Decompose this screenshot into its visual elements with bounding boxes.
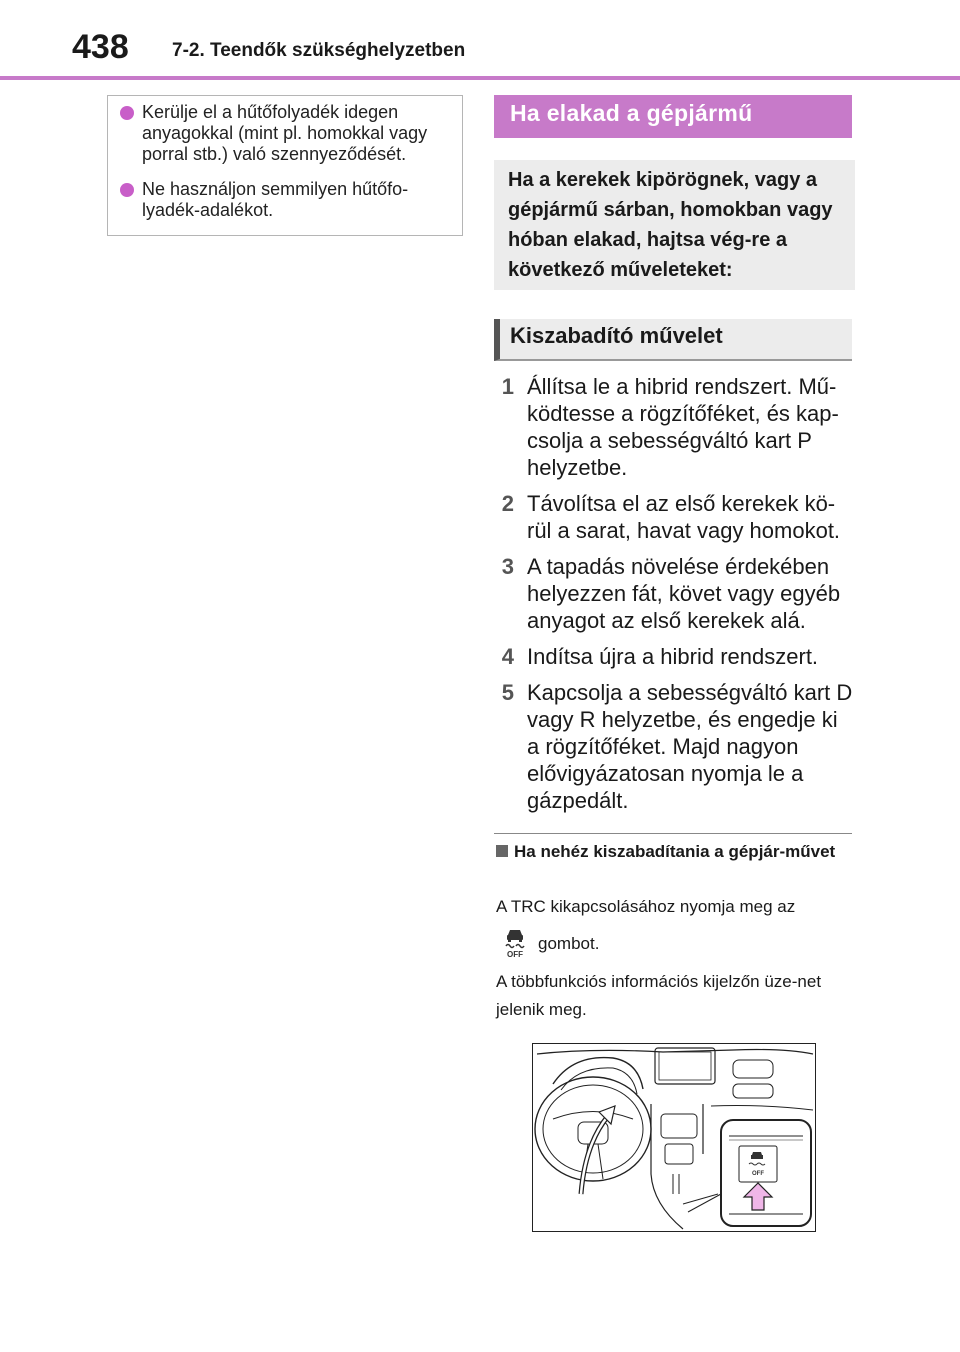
trc-off-label: OFF (752, 1171, 764, 1177)
note-text: Kerülje el a hűtőfolyadék idegen anyagokkal (mint pl. homokkal vagy porral stb.) való szennyeződését. (142, 102, 428, 164)
step-text: Állítsa le a hibrid rendszert. Mű-ködtesse a rögzítőféket, és kap-csolja a sebességváltó kart P helyzetbe. (527, 374, 839, 480)
step-text: Indítsa újra a hibrid rendszert. (527, 644, 819, 669)
hint-text-1: A TRC kikapcsolásához nyomja meg az (496, 897, 796, 916)
step-number: 1 (501, 374, 514, 399)
dashboard-drawing (533, 1044, 815, 1231)
step-text: Kapcsolja a sebességváltó kart D vagy R helyzetbe, és engedje ki a rögzítőféket. Majd nagyon elővigyázatosan nyomja le a gázpedált. (527, 680, 853, 813)
step-item (494, 490, 854, 544)
intro-text: Ha a kerekek kipörögnek, vagy a gépjármű sárban, homokban vagy hóban elakad, hajtsa vég-re a következő műveleteket: (494, 160, 855, 290)
step-number: 2 (501, 491, 514, 516)
note-item (120, 102, 452, 165)
section-heading: Ha elakad a gépjármű (494, 95, 852, 138)
procedure-heading: Kiszabadító művelet (494, 319, 852, 361)
hint-text-3: A többfunkciós információs kijelzőn üze-net jelenik meg. (496, 972, 822, 1019)
hint-heading-text: Ha nehéz kiszabadítania a gépjár-művet (514, 842, 836, 861)
page-number: 438 (72, 28, 129, 66)
step-number: 5 (501, 680, 514, 705)
square-bullet-icon (496, 845, 508, 857)
note-box (107, 95, 463, 236)
step-list (494, 373, 854, 823)
section-title: 7-2. Teendők szükséghelyzetben (172, 40, 466, 61)
step-text: Távolítsa el az első kerekek kö-rül a sarat, havat vagy homokot. (527, 491, 841, 543)
bullet-icon (120, 106, 134, 120)
bullet-icon (120, 183, 134, 197)
step-number: 4 (501, 644, 514, 669)
trc-off-icon (502, 927, 528, 959)
header-divider (0, 76, 960, 80)
hint-text-2: gombot. (538, 934, 600, 953)
step-item (494, 553, 854, 634)
step-item (494, 373, 854, 481)
dashboard-illustration (532, 1043, 816, 1232)
hint-divider (494, 833, 852, 834)
hint-heading (496, 842, 852, 862)
step-number: 3 (501, 554, 514, 579)
step-text: A tapadás növelése érdekében helyezzen fát, követ vagy egyéb anyagot az első kerekek alá. (527, 554, 841, 633)
step-item (494, 643, 854, 670)
note-item (120, 179, 452, 221)
note-text: Ne használjon semmilyen hűtőfo-lyadék-adalékot. (142, 179, 409, 220)
step-item (494, 679, 854, 814)
trc-off-label: OFF (507, 950, 523, 959)
